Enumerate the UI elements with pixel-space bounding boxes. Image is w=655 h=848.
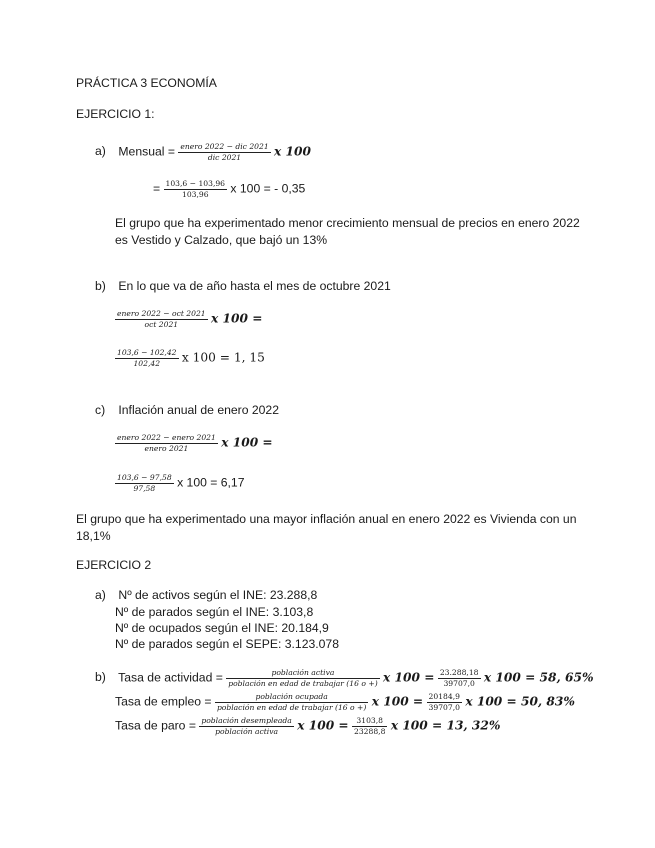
ex1-b-calc-row <box>115 349 265 367</box>
ex2-a-line: Nº de activos según el INE: 23.288,8 <box>118 588 318 602</box>
ex1-a-label: a) <box>95 144 106 159</box>
rate-result: x 100 = 13, 32% <box>390 718 501 733</box>
fraction-numerator: 23.288,18 <box>439 668 479 677</box>
ex1-b-result: x 100 = 1, 15 <box>181 350 265 365</box>
ex1-a-calc-row <box>153 180 305 198</box>
ex1-c-fraction-1 <box>115 434 218 452</box>
rate-fraction-values <box>438 669 481 687</box>
rate-multiplier: x 100 = <box>371 694 424 709</box>
rate-lead: Tasa de actividad = <box>118 670 223 685</box>
ex1-a-fraction-2 <box>164 180 228 198</box>
fraction-denominator: 103,96 <box>181 189 209 199</box>
ex2-b-label: b) <box>95 670 106 685</box>
fraction-numerator: 103,6 − 97,58 <box>117 473 172 482</box>
fraction-denominator: población en edad de trabajar (16 o +) <box>216 702 367 712</box>
ex1-c-calc-row <box>115 474 245 492</box>
ex2-b-row-activity <box>95 669 594 687</box>
ex1-c-label: c) <box>95 403 106 417</box>
rate-fraction-values <box>352 717 387 735</box>
fraction-denominator: 23288,8 <box>354 726 386 736</box>
exercise-2-heading: EJERCICIO 2 <box>76 558 152 572</box>
document-title: PRÁCTICA 3 ECONOMÍA <box>76 76 217 90</box>
exercise-1-heading: EJERCICIO 1: <box>76 107 155 121</box>
ex1-a-lead: Mensual = <box>118 144 175 159</box>
ex2-a-row-1 <box>95 588 317 602</box>
fraction-denominator: oct 2021 <box>144 319 179 329</box>
ex1-c-fraction-2 <box>115 474 174 492</box>
ex1-a-result: x 100 = - 0,35 <box>230 181 306 196</box>
ex1-b-fraction-2 <box>115 349 179 367</box>
fraction-numerator: población desempleada <box>201 716 292 725</box>
fraction-numerator: enero 2022 − dic 2021 <box>180 142 269 151</box>
fraction-denominator: población en edad de trabajar (16 o +) <box>228 678 378 688</box>
fraction-numerator: 103,6 − 103,96 <box>165 179 226 188</box>
rate-fraction-formula <box>199 717 293 735</box>
fraction-numerator: enero 2022 − enero 2021 <box>117 433 216 442</box>
rate-fraction-formula <box>226 669 379 687</box>
ex1-c-title: Inflación anual de enero 2022 <box>118 403 279 417</box>
ex1-b-fraction-1 <box>115 310 208 328</box>
fraction-denominator: 102,42 <box>133 358 161 368</box>
rate-result: x 100 = 50, 83% <box>465 694 575 709</box>
ex1-a-row <box>95 143 311 161</box>
rate-result: x 100 = 58, 65% <box>483 670 594 685</box>
fraction-numerator: 3103,8 <box>352 717 387 727</box>
ex1-conclusion-2: 18,1% <box>76 529 111 543</box>
ex1-c-multiplier: x 100 = <box>221 435 273 450</box>
ex2-a-label: a) <box>95 588 106 602</box>
fraction-denominator: población activa <box>215 726 279 736</box>
rate-lead: Tasa de empleo = <box>115 694 212 709</box>
rate-multiplier: x 100 = <box>297 718 349 733</box>
ex1-a-fraction-1 <box>178 143 270 161</box>
fraction-numerator: población ocupada <box>215 693 368 703</box>
ex1-b-formula-row <box>115 310 262 328</box>
ex1-conclusion-1: El grupo que ha experimentado una mayor inflación anual en enero 2022 es Vivienda con un <box>76 512 577 526</box>
ex1-c-result: x 100 = 6,17 <box>177 475 245 490</box>
ex2-a-line: Nº de ocupados según el INE: 20.184,9 <box>115 621 329 635</box>
ex2-b-row-employment <box>115 693 575 711</box>
ex1-c-title-row <box>95 403 279 417</box>
ex2-b-row-unemployment <box>115 717 500 735</box>
ex1-a-text-1: El grupo que ha experimentado menor crecimiento mensual de precios en enero 2022 <box>115 216 580 230</box>
ex2-a-line: Nº de parados según el SEPE: 3.123.078 <box>115 637 339 651</box>
fraction-numerator: población activa <box>226 669 379 679</box>
ex1-b-title-row <box>95 279 391 293</box>
fraction-denominator: dic 2021 <box>207 152 242 162</box>
ex1-a-multiplier: x 100 <box>274 144 311 159</box>
rate-fraction-values <box>427 693 462 711</box>
rate-multiplier: x 100 = <box>383 670 435 685</box>
ex1-b-label: b) <box>95 279 106 293</box>
rate-lead: Tasa de paro = <box>115 718 196 733</box>
ex1-a-eq-lead: = <box>153 181 161 196</box>
fraction-denominator: 39707,0 <box>428 702 460 712</box>
fraction-denominator: enero 2021 <box>144 443 189 453</box>
ex1-b-title: En lo que va de año hasta el mes de octubre 2021 <box>118 279 391 293</box>
ex2-a-line: Nº de parados según el INE: 3.103,8 <box>115 605 314 619</box>
ex1-c-formula-row <box>115 434 273 452</box>
fraction-denominator: 97,58 <box>133 483 156 493</box>
fraction-numerator: 103,6 − 102,42 <box>117 348 177 357</box>
ex1-a-text-2: es Vestido y Calzado, que bajó un 13% <box>115 233 328 247</box>
rate-fraction-formula <box>215 693 368 711</box>
ex1-b-multiplier: x 100 = <box>211 311 263 326</box>
fraction-numerator: 20184,9 <box>428 692 460 701</box>
fraction-denominator: 39707,0 <box>443 678 475 688</box>
fraction-numerator: enero 2022 − oct 2021 <box>117 309 206 318</box>
